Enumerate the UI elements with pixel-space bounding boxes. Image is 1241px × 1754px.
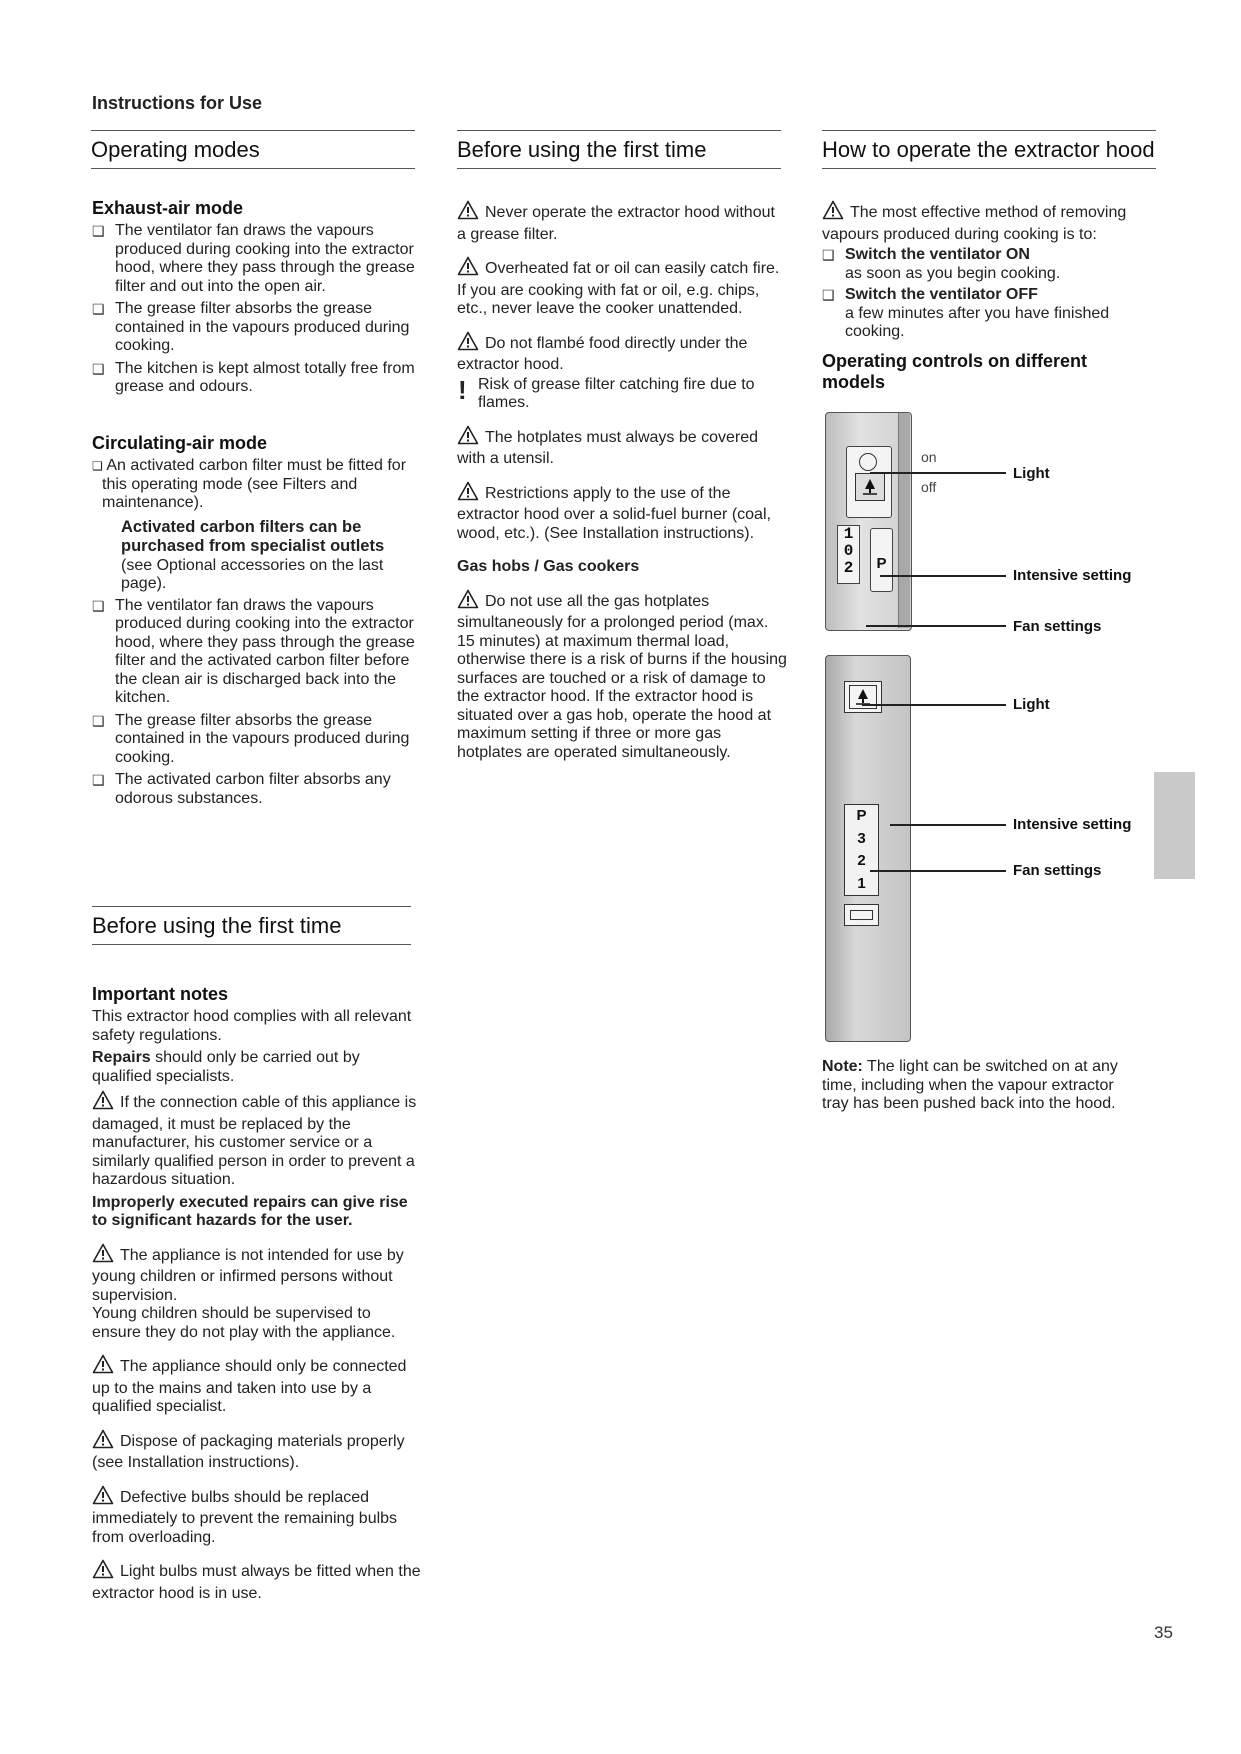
intensive-button[interactable] [870,528,893,592]
bullet-icon: ❑ [92,712,105,729]
list-item: ❑ The ventilator fan draws the vapours produced during cooking into the extractor hood, where they pass through the grease filter and out into the open air. [92,222,415,295]
warning-icon [822,200,844,226]
cable-warning: If the connection cable of this appliance is damaged, it must be replaced by the manufacturer, his customer service or a similarly qualified person in order to prevent a hazardous situation. [92,1090,422,1190]
section-important-notes [92,984,422,1603]
light-callout: Light [1013,465,1050,482]
flambe-note: ! Risk of grease filter catching fire due to flames. [458,374,755,411]
panel-edge [898,413,910,628]
warning-icon [457,481,479,507]
off-label: off [921,479,937,495]
exhaust-air-title: Exhaust-air mode [92,198,244,218]
warning-icon [92,1559,114,1585]
off-button[interactable] [844,904,879,926]
control-panel-buttons [825,655,911,1042]
heading-how-to-operate: How to operate the extractor hood [822,130,1156,169]
section-operation [822,200,1140,393]
bulbs-warning: Defective bulbs should be replaced immediately to prevent the remaining bulbs from overloading. [92,1485,422,1548]
packaging-warning: Dispose of packaging materials properly (see Installation instructions). [92,1429,422,1473]
power-circle-icon [859,453,877,471]
heading-before-first-use-2: Before using the first time [457,130,781,169]
gas-hobs-title: Gas hobs / Gas cookers [457,558,640,575]
list-item: ❑ Switch the ventilator OFF a few minutes after you have finished cooking. [822,286,1110,340]
important-notes-title: Important notes [92,984,229,1004]
fan-callout: Fan settings [1013,618,1102,635]
bullet-icon: ❑ [92,597,105,614]
section-exhaust-air [92,198,422,397]
callout-line [866,625,1006,627]
warning-icon [457,256,479,282]
warning-icon [92,1429,114,1455]
bullet-icon: ❑ [822,247,835,263]
fitted-bulbs-warning: Light bulbs must always be fitted when the extractor hood is in use. [92,1559,422,1603]
improper-repairs-warning: Improperly executed repairs can give rise to significant hazards for the user. [92,1193,408,1229]
list-item: ❑ The kitchen is kept almost totally free from grease and odours. [92,359,415,395]
warning-icon [457,331,479,357]
compliance-text: This extractor hood complies with all relevant safety regulations. [92,1008,412,1044]
callout-line [862,704,1006,706]
gas-hobs-warning: Do not use all the gas hotplates simultaneously for a prolonged period (max. 15 minutes) at maximum thermal load, otherwise there is a risk of burns if the housing surfaces are touched or a risk of damage to the extractor hood. If the extractor hood is situated over a gas hob, operate the hood at maximum setting if three or more gas hotplates are operated simultaneously. [457,589,787,763]
fan-level-0: 0 [843,542,854,560]
running-header: Instructions for Use [92,93,263,113]
list-item: ❑ The ventilator fan draws the vapours produced during cooking into the extractor hood, where they pass through the grease filter and the activated carbon filter before the clean air is discharged back into the kitchen. [92,596,415,706]
callout-line [880,575,1006,577]
circulating-air-title: Circulating-air mode [92,433,268,453]
on-label: on [921,449,937,465]
fan-level-1: 1 [843,525,854,543]
warning-icon [92,1485,114,1511]
intensive-callout-2: Intensive setting [1013,816,1132,833]
bullet-icon: ❑ [92,459,103,473]
warning-icon [457,589,479,615]
intensive-callout: Intensive setting [1013,567,1132,584]
bullet-icon: ❑ [92,360,105,377]
grease-filter-warning: Never operate the extractor hood without a grease filter. [457,200,787,244]
warning-icon [457,425,479,451]
bullet-icon: ❑ [92,223,105,239]
warning-icon [92,1354,114,1380]
fan-key-3[interactable]: 3 [857,829,866,847]
hotplates-warning: The hotplates must always be covered with a utensil. [457,425,787,469]
light-callout-2: Light [1013,696,1050,713]
intensive-key[interactable]: P [856,807,867,824]
callout-line [870,472,1006,474]
off-button-icon [850,910,873,920]
callout-line [890,824,1006,826]
list-item: ❑ The grease filter absorbs the grease contained in the vapours produced during cooking. [92,300,410,354]
list-item: ❑ The grease filter absorbs the grease contained in the vapours produced during cooking. [92,711,410,766]
controls-title: Operating controls on different models [822,350,1088,392]
section-tab [1154,772,1195,879]
warning-icon [92,1243,114,1269]
page-number: 35 [1154,1623,1173,1642]
warning-icon [92,1090,114,1116]
fan-callout-2: Fan settings [1013,862,1102,879]
fan-key-1[interactable]: 1 [857,874,866,892]
solid-fuel-warning: Restrictions apply to the use of the extractor hood over a solid-fuel burner (coal, wood, etc.). (See Installation instructions). [457,481,787,544]
fat-fire-warning: Overheated fat or oil can easily catch fire. If you are cooking with fat or oil, e.g. chips, etc., never leave the cooker unattended. [457,256,787,319]
callout-line [870,870,1006,872]
light-note: Note: The light can be switched on at any time, including when the vapour extractor tray has been pushed back into the hood. [822,1058,1118,1112]
fan-level-2: 2 [843,559,854,577]
light-rocker-switch[interactable] [846,446,892,518]
list-item: ❑ The activated carbon filter absorbs any odorous substances. [92,771,391,807]
exclamation-icon: ! [458,374,467,405]
carbon-filter-note: Activated carbon filters can be purchased from specialist outlets (see Optional accessories on the last page). [121,517,385,592]
bullet-icon: ❑ [92,772,105,788]
light-button[interactable] [844,681,882,713]
heading-before-first-use: Before using the first time [92,906,411,945]
fan-key-2[interactable]: 2 [857,852,866,869]
list-item: ❑ Switch the ventilator ON as soon as you begin cooking. [822,246,1061,282]
bullet-icon: ❑ [92,301,105,317]
control-panel-rocker [825,412,912,631]
heading-operating-modes: Operating modes [91,130,415,169]
section-circulating-air [92,433,422,808]
section-safety-warnings [457,200,787,762]
fan-level-switch[interactable] [837,525,860,584]
bullet-icon: ❑ [822,287,835,303]
flambe-warning: Do not flambé food directly under the extractor hood. [457,331,787,375]
fan-button-column [844,804,879,896]
circulating-intro: ❑ An activated carbon filter must be fitted for this operating mode (see Filters and maintenance). [92,457,407,511]
mains-warning: The appliance should only be connected up to the mains and taken into use by a qualified specialist. [92,1354,422,1417]
warning-icon [457,200,479,226]
children-warning: The appliance is not intended for use by young children or infirmed persons without supervision. Young children should be supervised to ensure they do not play with the appliance. [92,1243,422,1343]
intensive-label: P [876,555,887,572]
lamp-icon [855,473,885,501]
repairs-text: Repairs should only be carried out by qualified specialists. [92,1049,360,1085]
operation-intro: The most effective method of removing vapours produced during cooking is to: [822,200,1140,244]
